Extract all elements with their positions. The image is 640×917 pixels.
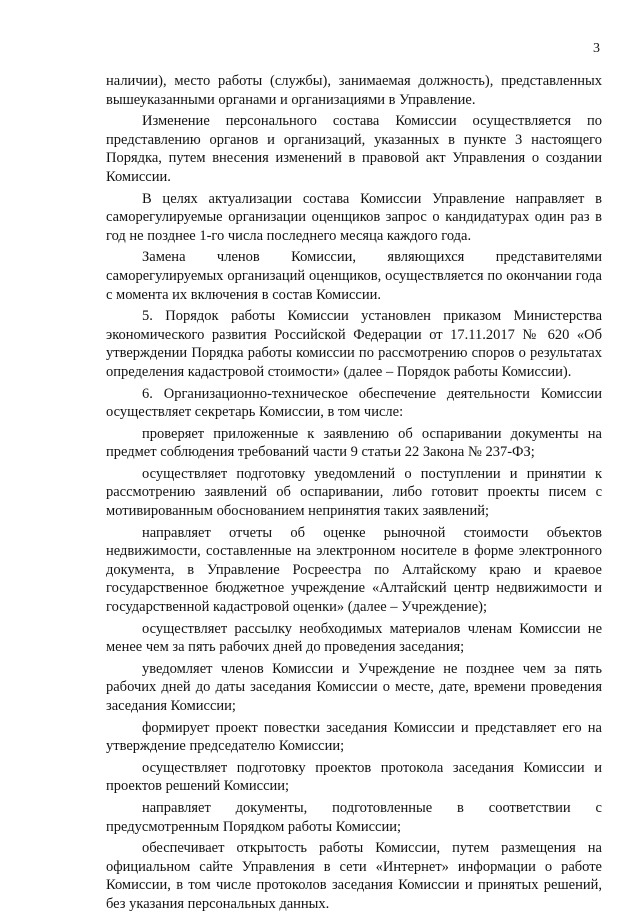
paragraph: уведомляет членов Комиссии и Учреждение не позднее чем за пять рабочих дней до даты заседания Комиссии о месте, дате, времени проведения заседания Комиссии;	[106, 660, 602, 714]
paragraph: наличии), место работы (службы), занимаемая должность), представленных вышеуказанными органами и организациями в Управление.	[106, 73, 602, 108]
document-body	[106, 72, 602, 917]
paragraph: осуществляет подготовку уведомлений о поступлении и принятии к рассмотрению заявлений об оспаривании, либо готовит проекты писем с мотивированным обоснованием непринятия таких заявлений;	[106, 465, 602, 520]
paragraph: обеспечивает открытость работы Комиссии, путем размещения на официальном сайте Управления в сети «Интернет» информации о работе Комиссии, в том числе протоколов заседания Комиссии и принятых решений, без указания персональных данных.	[106, 840, 602, 912]
paragraph: В целях актуализации состава Комиссии Управление направляет в саморегулируемые организации оценщиков запрос о кандидатурах один раз в год не позднее 1-го числа последнего месяца каждого года.	[106, 190, 602, 244]
paragraph: проверяет приложенные к заявлению об оспаривании документы на предмет соблюдения требований части 9 статьи 22 Закона № 237-ФЗ;	[106, 425, 602, 461]
paragraph: направляет отчеты об оценке рыночной стоимости объектов недвижимости, составленные на электронном носителе в форме электронного документа, в Управление Росреестра по Алтайскому краю и краевое государственное бюджетное учреждение «Алтайский центр недвижимости и государственной кадастровой оценки» (далее – Учреждение);	[106, 524, 602, 616]
page-number: 3	[593, 41, 600, 56]
paragraph: осуществляет подготовку проектов протокола заседания Комиссии и проектов решений Комиссии;	[106, 759, 602, 795]
paragraph: Замена членов Комиссии, являющихся представителями саморегулируемых организаций оценщиков, осуществляется по окончании года с момента их включения в состав Комиссии.	[106, 249, 602, 303]
paragraph: Изменение персонального состава Комиссии осуществляется по представлению органов и организаций, указанных в пункте 3 настоящего Порядка, путем внесения изменений в правовой акт Управления о создании Комиссии.	[106, 113, 602, 185]
paragraph: формирует проект повестки заседания Комиссии и представляет его на утверждение председателю Комиссии;	[106, 719, 602, 755]
paragraph: 6. Организационно-техническое обеспечение деятельности Комиссии осуществляет секретарь Комиссии, в том числе:	[106, 385, 602, 421]
paragraph: осуществляет рассылку необходимых материалов членам Комиссии не менее чем за пять рабочих дней до проведения заседания;	[106, 620, 602, 656]
paragraph: направляет документы, подготовленные в соответствии с предусмотренным Порядком работы Комиссии;	[106, 799, 602, 835]
paragraph: 5. Порядок работы Комиссии установлен приказом Министерства экономического развития Российской Федерации от 17.11.2017 № 620 «Об утверждении Порядка работы комиссии по рассмотрению споров о результатах определения кадастровой стоимости» (далее – Порядок работы Комиссии).	[106, 308, 602, 380]
